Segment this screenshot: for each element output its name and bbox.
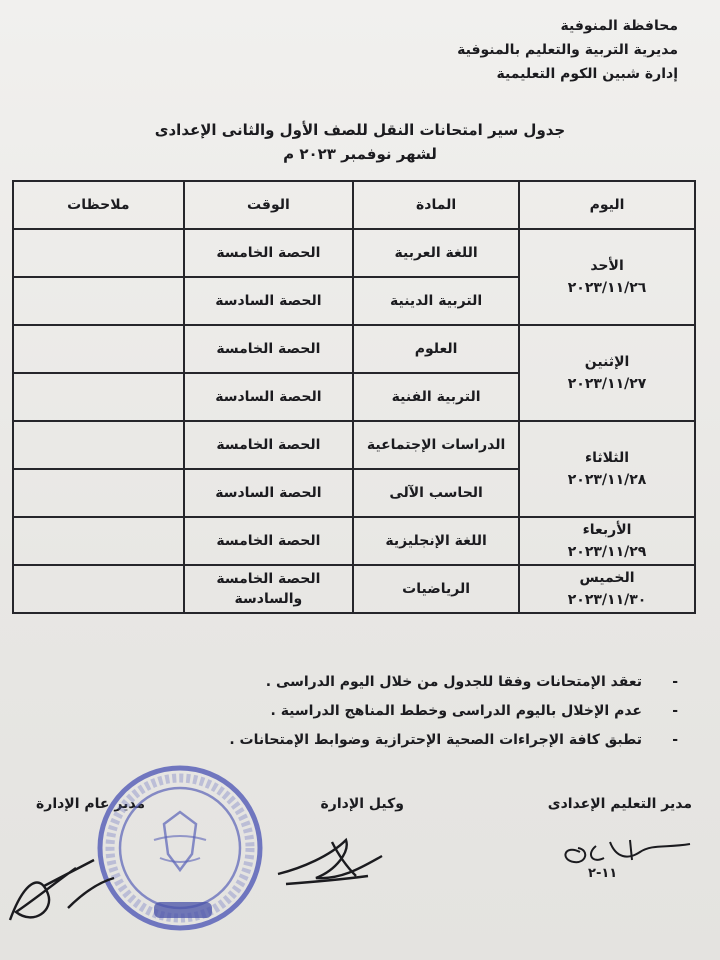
time-cell: الحصة الخامسة bbox=[184, 325, 353, 373]
time-cell: الحصة الخامسة bbox=[184, 517, 353, 565]
deputy-signature-icon bbox=[272, 826, 388, 896]
header-time: الوقت bbox=[184, 181, 353, 229]
table-row bbox=[13, 517, 695, 565]
table-header-row bbox=[13, 181, 695, 229]
subject-cell: اللغة العربية bbox=[353, 229, 519, 277]
exam-schedule-table bbox=[12, 180, 696, 614]
general-director-signature-icon bbox=[4, 842, 124, 942]
title-line-2: لشهر نوفمبر ٢٠٢٣ م bbox=[283, 145, 437, 163]
letterhead bbox=[457, 14, 678, 86]
day-date: ٢٠٢٣/١١/٢٨ bbox=[567, 472, 647, 488]
day-date: ٢٠٢٣/١١/٣٠ bbox=[567, 592, 647, 608]
handwritten-note: ١١-٢ bbox=[588, 866, 618, 881]
day-name: الثلاثاء bbox=[585, 450, 630, 466]
notes-cell bbox=[13, 421, 184, 469]
notes-cell bbox=[13, 325, 184, 373]
list-item: - تطبق كافة الإجراءات الصحية الإحترازية وضوابط الإمتحانات . bbox=[78, 726, 678, 755]
deputy-label: وكيل الإدارة bbox=[320, 796, 404, 812]
table-row bbox=[13, 229, 695, 277]
day-name: الأحد bbox=[590, 258, 624, 274]
notes-cell bbox=[13, 277, 184, 325]
day-cell bbox=[519, 517, 695, 565]
day-date: ٢٠٢٣/١١/٢٦ bbox=[567, 280, 647, 296]
time-cell bbox=[184, 565, 353, 613]
notes-cell bbox=[13, 517, 184, 565]
time-cell: الحصة السادسة bbox=[184, 373, 353, 421]
time-cell: الحصة السادسة bbox=[184, 469, 353, 517]
prep-director-signature-icon bbox=[556, 830, 696, 886]
day-cell bbox=[519, 325, 695, 421]
table-row bbox=[13, 565, 695, 613]
subject-cell: الدراسات الإجتماعية bbox=[353, 421, 519, 469]
title-line-1: جدول سير امتحانات النقل للصف الأول والثانى الإعدادى bbox=[154, 121, 566, 139]
notes-cell bbox=[13, 469, 184, 517]
prep-director-label: مدير التعليم الإعدادى bbox=[547, 796, 692, 812]
day-cell bbox=[519, 421, 695, 517]
subject-cell: الرياضيات bbox=[353, 565, 519, 613]
time-cell: الحصة الخامسة bbox=[184, 421, 353, 469]
table-row bbox=[13, 325, 695, 373]
table-row bbox=[13, 421, 695, 469]
subject-cell: التربية الدينية bbox=[353, 277, 519, 325]
time-line-2: والسادسة bbox=[234, 591, 303, 607]
subject-cell: الحاسب الآلى bbox=[353, 469, 519, 517]
document-title bbox=[150, 118, 570, 166]
day-cell bbox=[519, 565, 695, 613]
day-cell bbox=[519, 229, 695, 325]
notes-cell bbox=[13, 565, 184, 613]
general-director-label: مدير عام الإدارة bbox=[36, 796, 146, 812]
notes-cell bbox=[13, 373, 184, 421]
time-cell: الحصة الخامسة bbox=[184, 229, 353, 277]
day-name: الإثنين bbox=[584, 354, 630, 370]
day-name: الأربعاء bbox=[582, 522, 632, 538]
directorate-name: مديرية التربية والتعليم بالمنوفية bbox=[457, 42, 678, 58]
administration-name: إدارة شبين الكوم التعليمية bbox=[496, 66, 678, 82]
day-name: الخميس bbox=[579, 570, 635, 586]
subject-cell: التربية الفنية bbox=[353, 373, 519, 421]
list-item: - تعقد الإمتحانات وفقا للجدول من خلال اليوم الدراسى . bbox=[78, 668, 678, 697]
header-subject: المادة bbox=[353, 181, 519, 229]
day-date: ٢٠٢٣/١١/٢٧ bbox=[567, 376, 647, 392]
time-line-1: الحصة الخامسة bbox=[216, 571, 321, 587]
header-notes: ملاحظات bbox=[13, 181, 184, 229]
instructions-list bbox=[78, 668, 678, 755]
day-date: ٢٠٢٣/١١/٢٩ bbox=[567, 544, 647, 560]
list-item: - عدم الإخلال باليوم الدراسى وخطط المناهج الدراسية . bbox=[78, 697, 678, 726]
subject-cell: اللغة الإنجليزية bbox=[353, 517, 519, 565]
subject-cell: العلوم bbox=[353, 325, 519, 373]
header-day: اليوم bbox=[519, 181, 695, 229]
notes-cell bbox=[13, 229, 184, 277]
governorate-name: محافظة المنوفية bbox=[560, 18, 678, 34]
time-cell: الحصة السادسة bbox=[184, 277, 353, 325]
